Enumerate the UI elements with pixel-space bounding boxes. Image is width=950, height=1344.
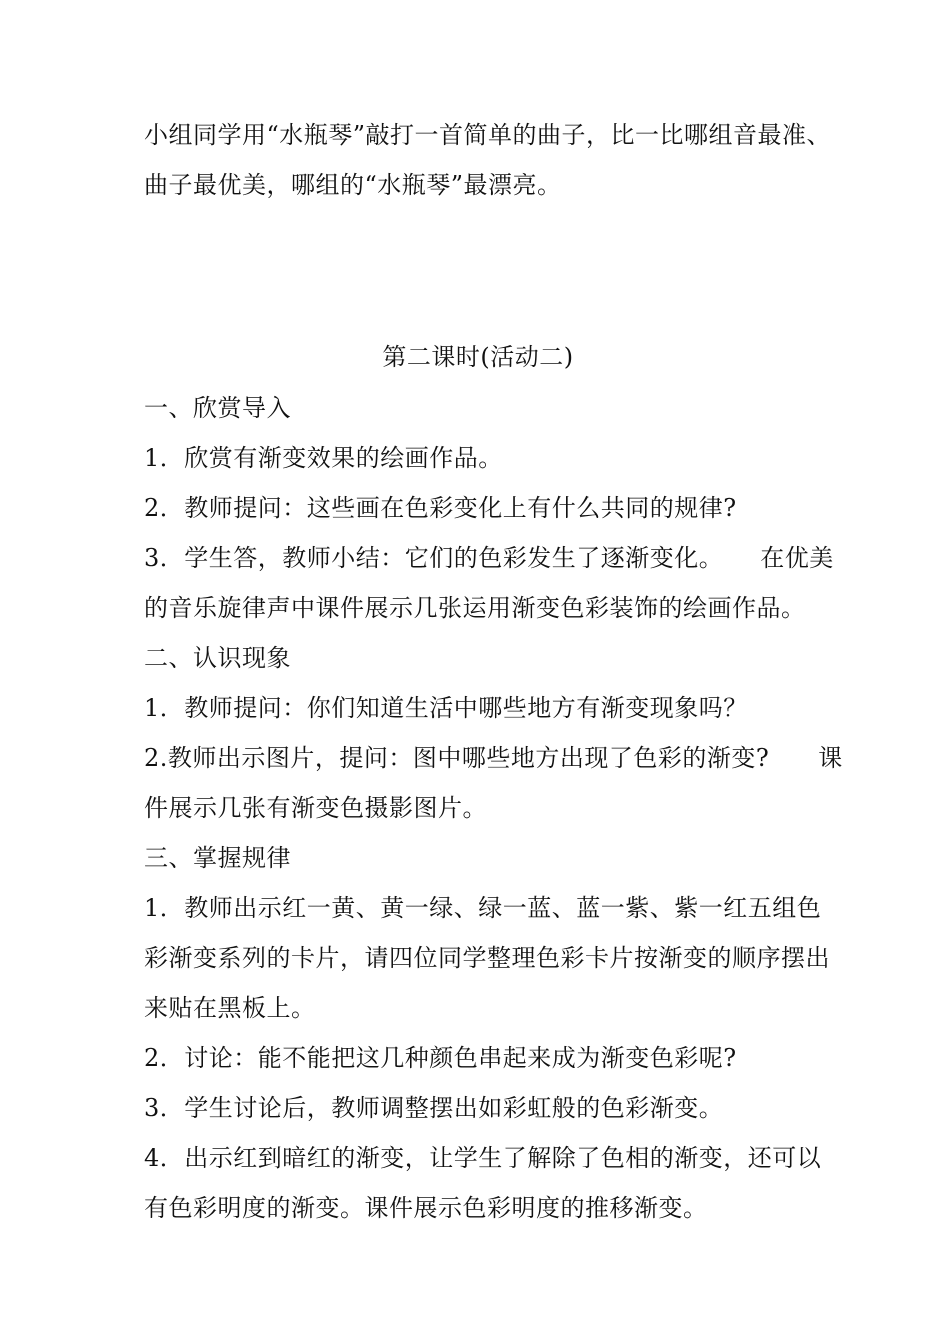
- body-line: 2．教师提问：这些画在色彩变化上有什么共同的规律?: [144, 494, 737, 522]
- body-line: 1．欣赏有渐变效果的绘画作品。: [144, 444, 503, 472]
- body-line: 1．教师出示红一黄、黄一绿、绿一蓝、蓝一紫、紫一红五组色: [144, 894, 822, 922]
- section-title: 第二课时(活动二): [382, 343, 574, 371]
- body-line: 件展示几张有渐变色摄影图片。: [144, 794, 487, 822]
- body-line: 3．学生答，教师小结：它们的色彩发生了逐渐变化。 在优美: [144, 544, 834, 572]
- heading-1: 一、欣赏导入: [144, 394, 291, 422]
- body-line: 2．讨论：能不能把这几种颜色串起来成为渐变色彩呢?: [144, 1044, 737, 1072]
- heading-3: 三、掌握规律: [144, 844, 291, 872]
- heading-2: 二、认识现象: [144, 644, 291, 672]
- body-line: 有色彩明度的渐变。课件展示色彩明度的推移渐变。: [144, 1194, 708, 1222]
- intro-line-1: 小组同学用“水瓶琴”敲打一首简单的曲子，比一比哪组音最准、: [144, 121, 832, 149]
- body-line: 彩渐变系列的卡片，请四位同学整理色彩卡片按渐变的顺序摆出: [144, 944, 830, 972]
- intro-line-2: 曲子最优美，哪组的“水瓶琴”最漂亮。: [144, 171, 562, 199]
- body-line: 1．教师提问：你们知道生活中哪些地方有渐变现象吗？: [144, 694, 748, 722]
- body-line: 3．学生讨论后，教师调整摆出如彩虹般的色彩渐变。: [144, 1094, 724, 1122]
- body-line: 2.教师出示图片，提问：图中哪些地方出现了色彩的渐变? 课: [144, 744, 843, 772]
- body-line: 的音乐旋律声中课件展示几张运用渐变色彩装饰的绘画作品。: [144, 594, 806, 622]
- body-line: 来贴在黑板上。: [144, 994, 316, 1022]
- body-line: 4．出示红到暗红的渐变，让学生了解除了色相的渐变，还可以: [144, 1144, 822, 1172]
